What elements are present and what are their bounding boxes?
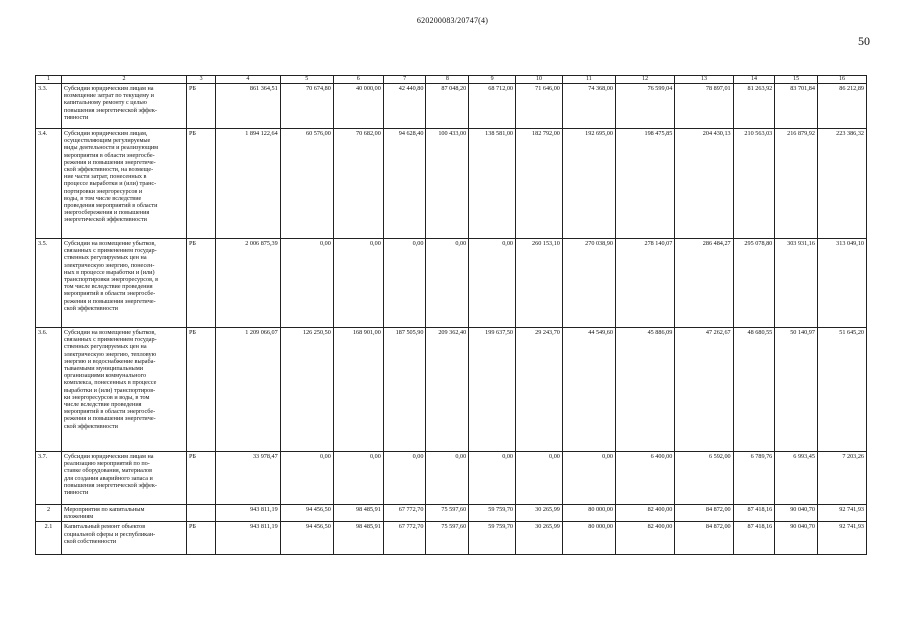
value-cell: 6 993,45 bbox=[775, 452, 818, 505]
source-cell: РБ bbox=[186, 522, 215, 555]
value-cell: 0,00 bbox=[333, 452, 383, 505]
value-cell: 198 475,85 bbox=[615, 129, 674, 239]
column-header: 10 bbox=[516, 76, 563, 84]
value-cell: 80 000,00 bbox=[562, 522, 615, 555]
description-cell: Субсидии на возмещение убытков, связанных с применением государ- ственных регулируемых цен на электрическую энергию, понесен- ных в процессе выработки и (или) транспортировки энергоресурсов, в том числе вследствие проведения мероприятий в области энергосбе- режения и повышения энергетиче- ской эффективности bbox=[62, 239, 187, 328]
value-cell: 94 456,50 bbox=[280, 522, 333, 555]
value-cell: 86 212,89 bbox=[817, 84, 866, 129]
value-cell: 50 140,97 bbox=[775, 328, 818, 452]
value-cell: 83 701,84 bbox=[775, 84, 818, 129]
value-cell: 303 931,16 bbox=[775, 239, 818, 328]
value-cell: 75 597,60 bbox=[426, 522, 469, 555]
value-cell: 70 682,00 bbox=[333, 129, 383, 239]
source-cell: РБ bbox=[186, 239, 215, 328]
value-cell: 80 000,00 bbox=[562, 505, 615, 522]
value-cell: 0,00 bbox=[280, 239, 333, 328]
value-cell: 92 741,93 bbox=[817, 505, 866, 522]
page-number: 50 bbox=[858, 34, 870, 48]
value-cell: 47 262,67 bbox=[675, 328, 733, 452]
value-cell: 0,00 bbox=[516, 452, 563, 505]
value-cell: 74 368,00 bbox=[562, 84, 615, 129]
column-header: 6 bbox=[333, 76, 383, 84]
value-cell: 90 040,70 bbox=[775, 505, 818, 522]
total-cell: 861 364,51 bbox=[216, 84, 281, 129]
value-cell: 199 637,50 bbox=[469, 328, 516, 452]
row-number-cell: 2 bbox=[36, 505, 62, 522]
description-cell: Мероприятия по капитальным вложениям bbox=[62, 505, 187, 522]
value-cell: 209 362,40 bbox=[426, 328, 469, 452]
table-row bbox=[36, 505, 867, 522]
value-cell: 68 712,00 bbox=[469, 84, 516, 129]
column-number-row bbox=[36, 76, 867, 84]
column-header: 11 bbox=[562, 76, 615, 84]
value-cell: 0,00 bbox=[383, 452, 426, 505]
value-cell: 100 433,00 bbox=[426, 129, 469, 239]
value-cell: 182 792,00 bbox=[516, 129, 563, 239]
value-cell: 71 646,00 bbox=[516, 84, 563, 129]
column-header: 13 bbox=[675, 76, 733, 84]
value-cell: 94 628,40 bbox=[383, 129, 426, 239]
value-cell: 0,00 bbox=[280, 452, 333, 505]
value-cell: 40 000,00 bbox=[333, 84, 383, 129]
value-cell: 0,00 bbox=[469, 452, 516, 505]
table-row bbox=[36, 522, 867, 555]
value-cell: 223 386,32 bbox=[817, 129, 866, 239]
table-row bbox=[36, 239, 867, 328]
value-cell: 0,00 bbox=[426, 452, 469, 505]
source-cell: РБ bbox=[186, 328, 215, 452]
value-cell: 138 581,00 bbox=[469, 129, 516, 239]
value-cell: 75 597,60 bbox=[426, 505, 469, 522]
value-cell: 270 038,90 bbox=[562, 239, 615, 328]
column-header: 8 bbox=[426, 76, 469, 84]
column-header: 9 bbox=[469, 76, 516, 84]
row-number-cell: 3.4. bbox=[36, 129, 62, 239]
value-cell: 6 592,00 bbox=[675, 452, 733, 505]
value-cell: 92 741,93 bbox=[817, 522, 866, 555]
source-cell: РБ bbox=[186, 84, 215, 129]
value-cell: 313 049,10 bbox=[817, 239, 866, 328]
value-cell: 94 456,50 bbox=[280, 505, 333, 522]
value-cell: 45 886,09 bbox=[615, 328, 674, 452]
row-number-cell: 2.1 bbox=[36, 522, 62, 555]
table-row bbox=[36, 452, 867, 505]
value-cell: 59 759,70 bbox=[469, 505, 516, 522]
column-header: 4 bbox=[216, 76, 281, 84]
value-cell: 87 048,20 bbox=[426, 84, 469, 129]
value-cell: 126 250,50 bbox=[280, 328, 333, 452]
source-cell bbox=[186, 505, 215, 522]
source-cell: РБ bbox=[186, 452, 215, 505]
total-cell: 1 894 122,64 bbox=[216, 129, 281, 239]
description-cell: Субсидии юридическим лицам, осуществляющим регулируемые виды деятельности и реализующим мероприятия в области энергосбе- режения и повышения энергетиче- ской эффективности, на возмеще- ние части затрат, понесенных в процессе выработки и (или) транс- портировки энергоресурсов и воды, в том числе вследствие проведения мероприятий в области энергосбережения и повышения энергетической эффективности bbox=[62, 129, 187, 239]
value-cell: 84 872,00 bbox=[675, 505, 733, 522]
value-cell: 0,00 bbox=[426, 239, 469, 328]
table-row bbox=[36, 84, 867, 129]
column-header: 12 bbox=[615, 76, 674, 84]
value-cell: 78 897,01 bbox=[675, 84, 733, 129]
column-header: 3 bbox=[186, 76, 215, 84]
value-cell: 6 400,00 bbox=[615, 452, 674, 505]
column-header: 14 bbox=[733, 76, 775, 84]
value-cell: 0,00 bbox=[562, 452, 615, 505]
value-cell: 192 695,00 bbox=[562, 129, 615, 239]
value-cell: 67 772,70 bbox=[383, 522, 426, 555]
value-cell: 168 901,00 bbox=[333, 328, 383, 452]
value-cell: 76 599,04 bbox=[615, 84, 674, 129]
value-cell: 70 674,80 bbox=[280, 84, 333, 129]
value-cell: 67 772,70 bbox=[383, 505, 426, 522]
value-cell: 187 505,90 bbox=[383, 328, 426, 452]
total-cell: 33 978,47 bbox=[216, 452, 281, 505]
value-cell: 0,00 bbox=[469, 239, 516, 328]
row-number-cell: 3.6. bbox=[36, 328, 62, 452]
value-cell: 216 879,92 bbox=[775, 129, 818, 239]
column-header: 15 bbox=[775, 76, 818, 84]
value-cell: 295 078,80 bbox=[733, 239, 775, 328]
value-cell: 29 243,70 bbox=[516, 328, 563, 452]
value-cell: 51 645,20 bbox=[817, 328, 866, 452]
value-cell: 260 153,10 bbox=[516, 239, 563, 328]
value-cell: 278 140,07 bbox=[615, 239, 674, 328]
document-code: 620200083/20747(4) bbox=[416, 16, 489, 25]
value-cell: 44 549,60 bbox=[562, 328, 615, 452]
source-cell: РБ bbox=[186, 129, 215, 239]
value-cell: 98 485,91 bbox=[333, 505, 383, 522]
value-cell: 204 430,13 bbox=[675, 129, 733, 239]
value-cell: 48 680,55 bbox=[733, 328, 775, 452]
value-cell: 82 400,00 bbox=[615, 522, 674, 555]
total-cell: 943 811,19 bbox=[216, 522, 281, 555]
row-number-cell: 3.7. bbox=[36, 452, 62, 505]
value-cell: 7 203,26 bbox=[817, 452, 866, 505]
row-number-cell: 3.3. bbox=[36, 84, 62, 129]
value-cell: 30 265,99 bbox=[516, 522, 563, 555]
table-row bbox=[36, 328, 867, 452]
value-cell: 42 440,80 bbox=[383, 84, 426, 129]
description-cell: Капитальный ремонт объектов социальной сферы и республикан- ской собственности bbox=[62, 522, 187, 555]
value-cell: 98 485,91 bbox=[333, 522, 383, 555]
description-cell: Субсидии на возмещение убытков, связанных с применением государ- ственных регулируемых цен на электрическую энергию, тепловую энергию и водоснабжение выраба- тываемыми муниципальными организациями коммунального комплекса, понесенных в процессе выработки и (или) транспортиров- ки энергоресурсов и воды, в том числе вследствие проведения мероприятий в области энергосбе- режения и повышения энергетиче- ской эффективности bbox=[62, 328, 187, 452]
description-cell: Субсидии юридическим лицам на реализацию мероприятий по по- ставке оборудования, материалов для создания аварийного запаса и повышения энергетической эффек- тивности bbox=[62, 452, 187, 505]
value-cell: 87 418,16 bbox=[733, 522, 775, 555]
column-header: 7 bbox=[383, 76, 426, 84]
table-row bbox=[36, 129, 867, 239]
value-cell: 84 872,00 bbox=[675, 522, 733, 555]
total-cell: 1 209 066,07 bbox=[216, 328, 281, 452]
value-cell: 81 263,92 bbox=[733, 84, 775, 129]
value-cell: 87 418,16 bbox=[733, 505, 775, 522]
value-cell: 0,00 bbox=[383, 239, 426, 328]
value-cell: 30 265,99 bbox=[516, 505, 563, 522]
column-header: 2 bbox=[62, 76, 187, 84]
total-cell: 2 006 875,39 bbox=[216, 239, 281, 328]
value-cell: 210 563,03 bbox=[733, 129, 775, 239]
value-cell: 286 484,27 bbox=[675, 239, 733, 328]
value-cell: 59 759,70 bbox=[469, 522, 516, 555]
value-cell: 60 576,00 bbox=[280, 129, 333, 239]
value-cell: 82 400,00 bbox=[615, 505, 674, 522]
column-header: 5 bbox=[280, 76, 333, 84]
total-cell: 943 811,19 bbox=[216, 505, 281, 522]
row-number-cell: 3.5. bbox=[36, 239, 62, 328]
value-cell: 90 040,70 bbox=[775, 522, 818, 555]
column-header: 1 bbox=[36, 76, 62, 84]
description-cell: Субсидии юридическим лицам на возмещение затрат по текущему и капитальному ремонту с целью повышения энергетической эффек- тивности bbox=[62, 84, 187, 129]
budget-table bbox=[35, 75, 867, 555]
column-header: 16 bbox=[817, 76, 866, 84]
value-cell: 0,00 bbox=[333, 239, 383, 328]
value-cell: 6 789,76 bbox=[733, 452, 775, 505]
